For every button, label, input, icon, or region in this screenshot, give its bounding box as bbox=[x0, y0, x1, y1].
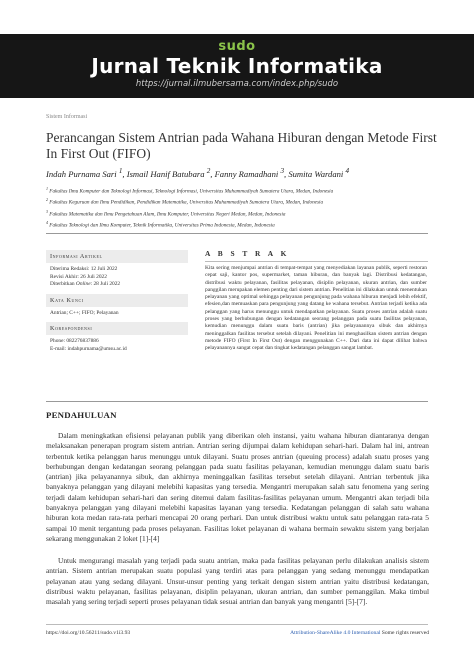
affiliation-item bbox=[46, 208, 446, 219]
author-sup: 3 bbox=[280, 167, 285, 175]
affiliation-text: Fakultas Matematika dan Ilmu Pengetahuan Alam, Ilmu Komputer, Universitas Negeri Medan, Medan, Indonesia bbox=[49, 211, 286, 218]
journal-url[interactable]: https://jurnal.ilmubersama.com/index.php/sudo bbox=[135, 79, 339, 89]
section-tag: Sistem Informasi bbox=[46, 114, 88, 120]
affiliation-item bbox=[46, 219, 446, 230]
affiliation-item bbox=[46, 185, 446, 196]
journal-brand: sudo bbox=[218, 39, 256, 54]
affiliation-sup: 4 bbox=[46, 219, 48, 225]
published-online-label: Online bbox=[75, 281, 91, 288]
affiliation-list bbox=[46, 185, 446, 230]
published-value: : 28 Juli 2022 bbox=[90, 281, 121, 288]
article-info-heading: Informasi Artikel bbox=[46, 250, 188, 263]
correspondence-heading: Korespondensi bbox=[46, 322, 188, 335]
author-name: Fanny Ramadhani bbox=[214, 168, 279, 179]
affiliation-item bbox=[46, 196, 446, 207]
license-link[interactable]: Attribution-ShareAlike 4.0 International bbox=[290, 630, 381, 636]
paper-title: Perancangan Sistem Antrian pada Wahana Hiburan dengan Metode First In First Out (FIFO) bbox=[46, 130, 437, 161]
revised-date: Revisi Akhir: 26 Juli 2022 bbox=[50, 273, 107, 280]
affiliation-text: Fakultas Ilmu Komputer dan Teknologi Informasi, Teknologi Informasi, Universitas Muhammadiyah Sumatera Utara, Medan, Indonesia bbox=[49, 188, 334, 195]
article-info-dates bbox=[46, 263, 188, 294]
section-heading: PENDAHULUAN bbox=[46, 410, 117, 420]
author-sup: 1 bbox=[118, 167, 123, 175]
author-sup: 4 bbox=[345, 167, 350, 175]
body-paragraph: Dalam meningkatkan efisiensi pelayanan publik yang diberikan oleh instansi, yaitu wahana hiburan diantaranya dengan melaksanakan penerapan program sistem antrian. Antrian sering dijumpai dalam kehidupan sehari-hari. Dalam hal ini, antrean terbentuk ketika pelanggan harus menunggu untuk dilayani. Suatu proses antrian (queuing process) adalah suatu proses yang berhubungan dengan kedatangan seorang pelanggan pada suatu fasilitas pelayanan, kemudian menunggu dalam suatu baris (antrian) jika pelayanannya sibuk, dan akhirnya meninggalkan fasilitas tersebut setelah dilayani. Antrian terbentuk jika banyaknya pelanggan yang dilayani melebihi kapasitas yang tersedia. Mengantri merupakan salah satu fenomena yang sering terjadi dalam kehidupan sehari-hari dan sering ditemui dalam fasilitas-fasilitas pelayanan umum. Mengantri akan terjadi bila banyaknya pelanggan yang dilayani melebihi kapasitas layanan yang tersedia. Kedatangan pelanggan di salah satu wahana hiburan kota medan rata-rata perhari mencapai 20 orang perhari. Dan untuk distribusi waktu untuk satu pelanggan rata-rata 5 sampai 10 menit tergantung pada proses pelayanan. Fasilitas loket pelayanan di wahana bermain sewaktu sistem yang berjalan sekarang menggunakan 2 loket [1]-[4] bbox=[46, 431, 429, 543]
keywords-text: Antrian; C++; FIFO; Pelayanan bbox=[50, 309, 119, 316]
correspondence-phone: Phone: 082276837886 bbox=[50, 338, 99, 345]
doi-link[interactable]: https://doi.org/10.56211/sudo.v1i3.93 bbox=[46, 630, 131, 636]
footer-divider bbox=[46, 624, 428, 625]
abstract-bottom-divider bbox=[46, 401, 428, 402]
body-paragraph: Untuk mengurangi masalah yang terjadi pada suatu antrian, maka pada fasilitas pelayanan perlu dilakukan analisis sistem antrian. Sistem antrian merupakan suatu populasi yang terdiri atas para pelanggan yang sedang menunggu mendapatkan pelayanan atau yang sedang dilayani. Unsur-unsur penting yang terkait dengan sistem antrian yaitu distribusi kedatangan, distribusi waktu pelayanan, fasilitas pelayanan, disiplin pelayanan, ukuran antrian, dan sumber pemanggilan. Maka timbul masalah yang sering terjadi seperti proses pelayanan tidak sesuai antrian dan banyak yang mengantri [5]-[7]. bbox=[46, 556, 429, 607]
received-date: Diterima Redaksi: 12 Juli 2022 bbox=[50, 266, 118, 272]
journal-banner bbox=[0, 34, 474, 98]
abstract-divider bbox=[205, 261, 428, 262]
keywords-heading: Kata Kunci bbox=[46, 294, 188, 307]
author-name: Indah Purnama Sari bbox=[46, 168, 117, 179]
correspondence-details bbox=[46, 335, 188, 358]
published-date bbox=[50, 281, 184, 289]
affiliation-sup: 2 bbox=[46, 197, 48, 203]
affiliation-text: Fakultas Keguruan dan Ilmu Pendidikan, Pendidikan Matematika, Universitas Muhammadiyah Sumatera Utara, Medan, Indonesia bbox=[49, 200, 324, 207]
author-list: Indah Purnama Sari $^1$, Ismail Hanif Batubara $^2$, Fanny Ramadhani $^3$, Sumita Wardani $^4$ bbox=[46, 167, 350, 179]
affiliation-text: Fakultas Teknologi dan Ilmu Komputer, Teknik Informatika, Universitas Prima Indonesia, Medan, Indonesia bbox=[49, 222, 275, 229]
author-name: Sumita Wardani bbox=[288, 168, 344, 179]
rights-text: Some rights reserved bbox=[380, 630, 429, 636]
journal-name: Jurnal Teknik Informatika bbox=[91, 54, 383, 78]
published-label: Diterbitkan bbox=[50, 281, 75, 288]
header-divider bbox=[46, 233, 428, 234]
affiliation-sup: 1 bbox=[46, 186, 48, 191]
abstract-text: Kita sering menjumpai antrian di tempat-tempat yang menyediakan layanan publik, seperti restoran cepat saji, kantor pos, supermarket, taman hiburan, dan banyak lagi. Distribusi kedatangan, distribusi waktu pelayanan, fasilitas pelayanan, disiplin pelayanan, ukuran antrian, dan sumber panggilan merupakan elemen penting dari sistem antrian. Penelitian ini dilakukan untuk menentukan pelayanan yang optimal sehingga pelayanan pengunjung pada wahana hiburan menjadi lebih efektif, efesien,dan memuaskan para pengunjung yang datang ke wahana tersebut. Antrian terjadi ketika ada pelanggan yang harus menunggu untuk mendapatkan pelayanan. Suatu proses antrian adalah suatu proses yang berhubungan dengan kedatangan seorang pelanggan pada suatu fasilitas pelayanan, kemudian menunggu dalam suatu baris (antrian) jika pelayanannya sibuk dan akhirnya meninggalkan fasilitas tersebut setelah dilayani. Penelitian ini menghasilkan sistem antrian dengan metode FIFO (First In First Out) dengan menggunakan C++. Dari data ini dapat dilihat bahwa pelayanannya sangat cepat dan tingkat kedatangan pelanggan sangat lambat. bbox=[205, 265, 427, 352]
author-sup: 2 bbox=[206, 167, 211, 175]
abstract-heading: A B S T R A K bbox=[205, 249, 290, 258]
correspondence-email[interactable]: E-mail: indahpurnama@umsu.ac.id bbox=[50, 345, 127, 352]
affiliation-sup: 3 bbox=[46, 208, 48, 214]
article-sidebar bbox=[46, 250, 188, 359]
author-name: Ismail Hanif Batubara bbox=[126, 168, 205, 179]
license-info bbox=[270, 630, 429, 636]
